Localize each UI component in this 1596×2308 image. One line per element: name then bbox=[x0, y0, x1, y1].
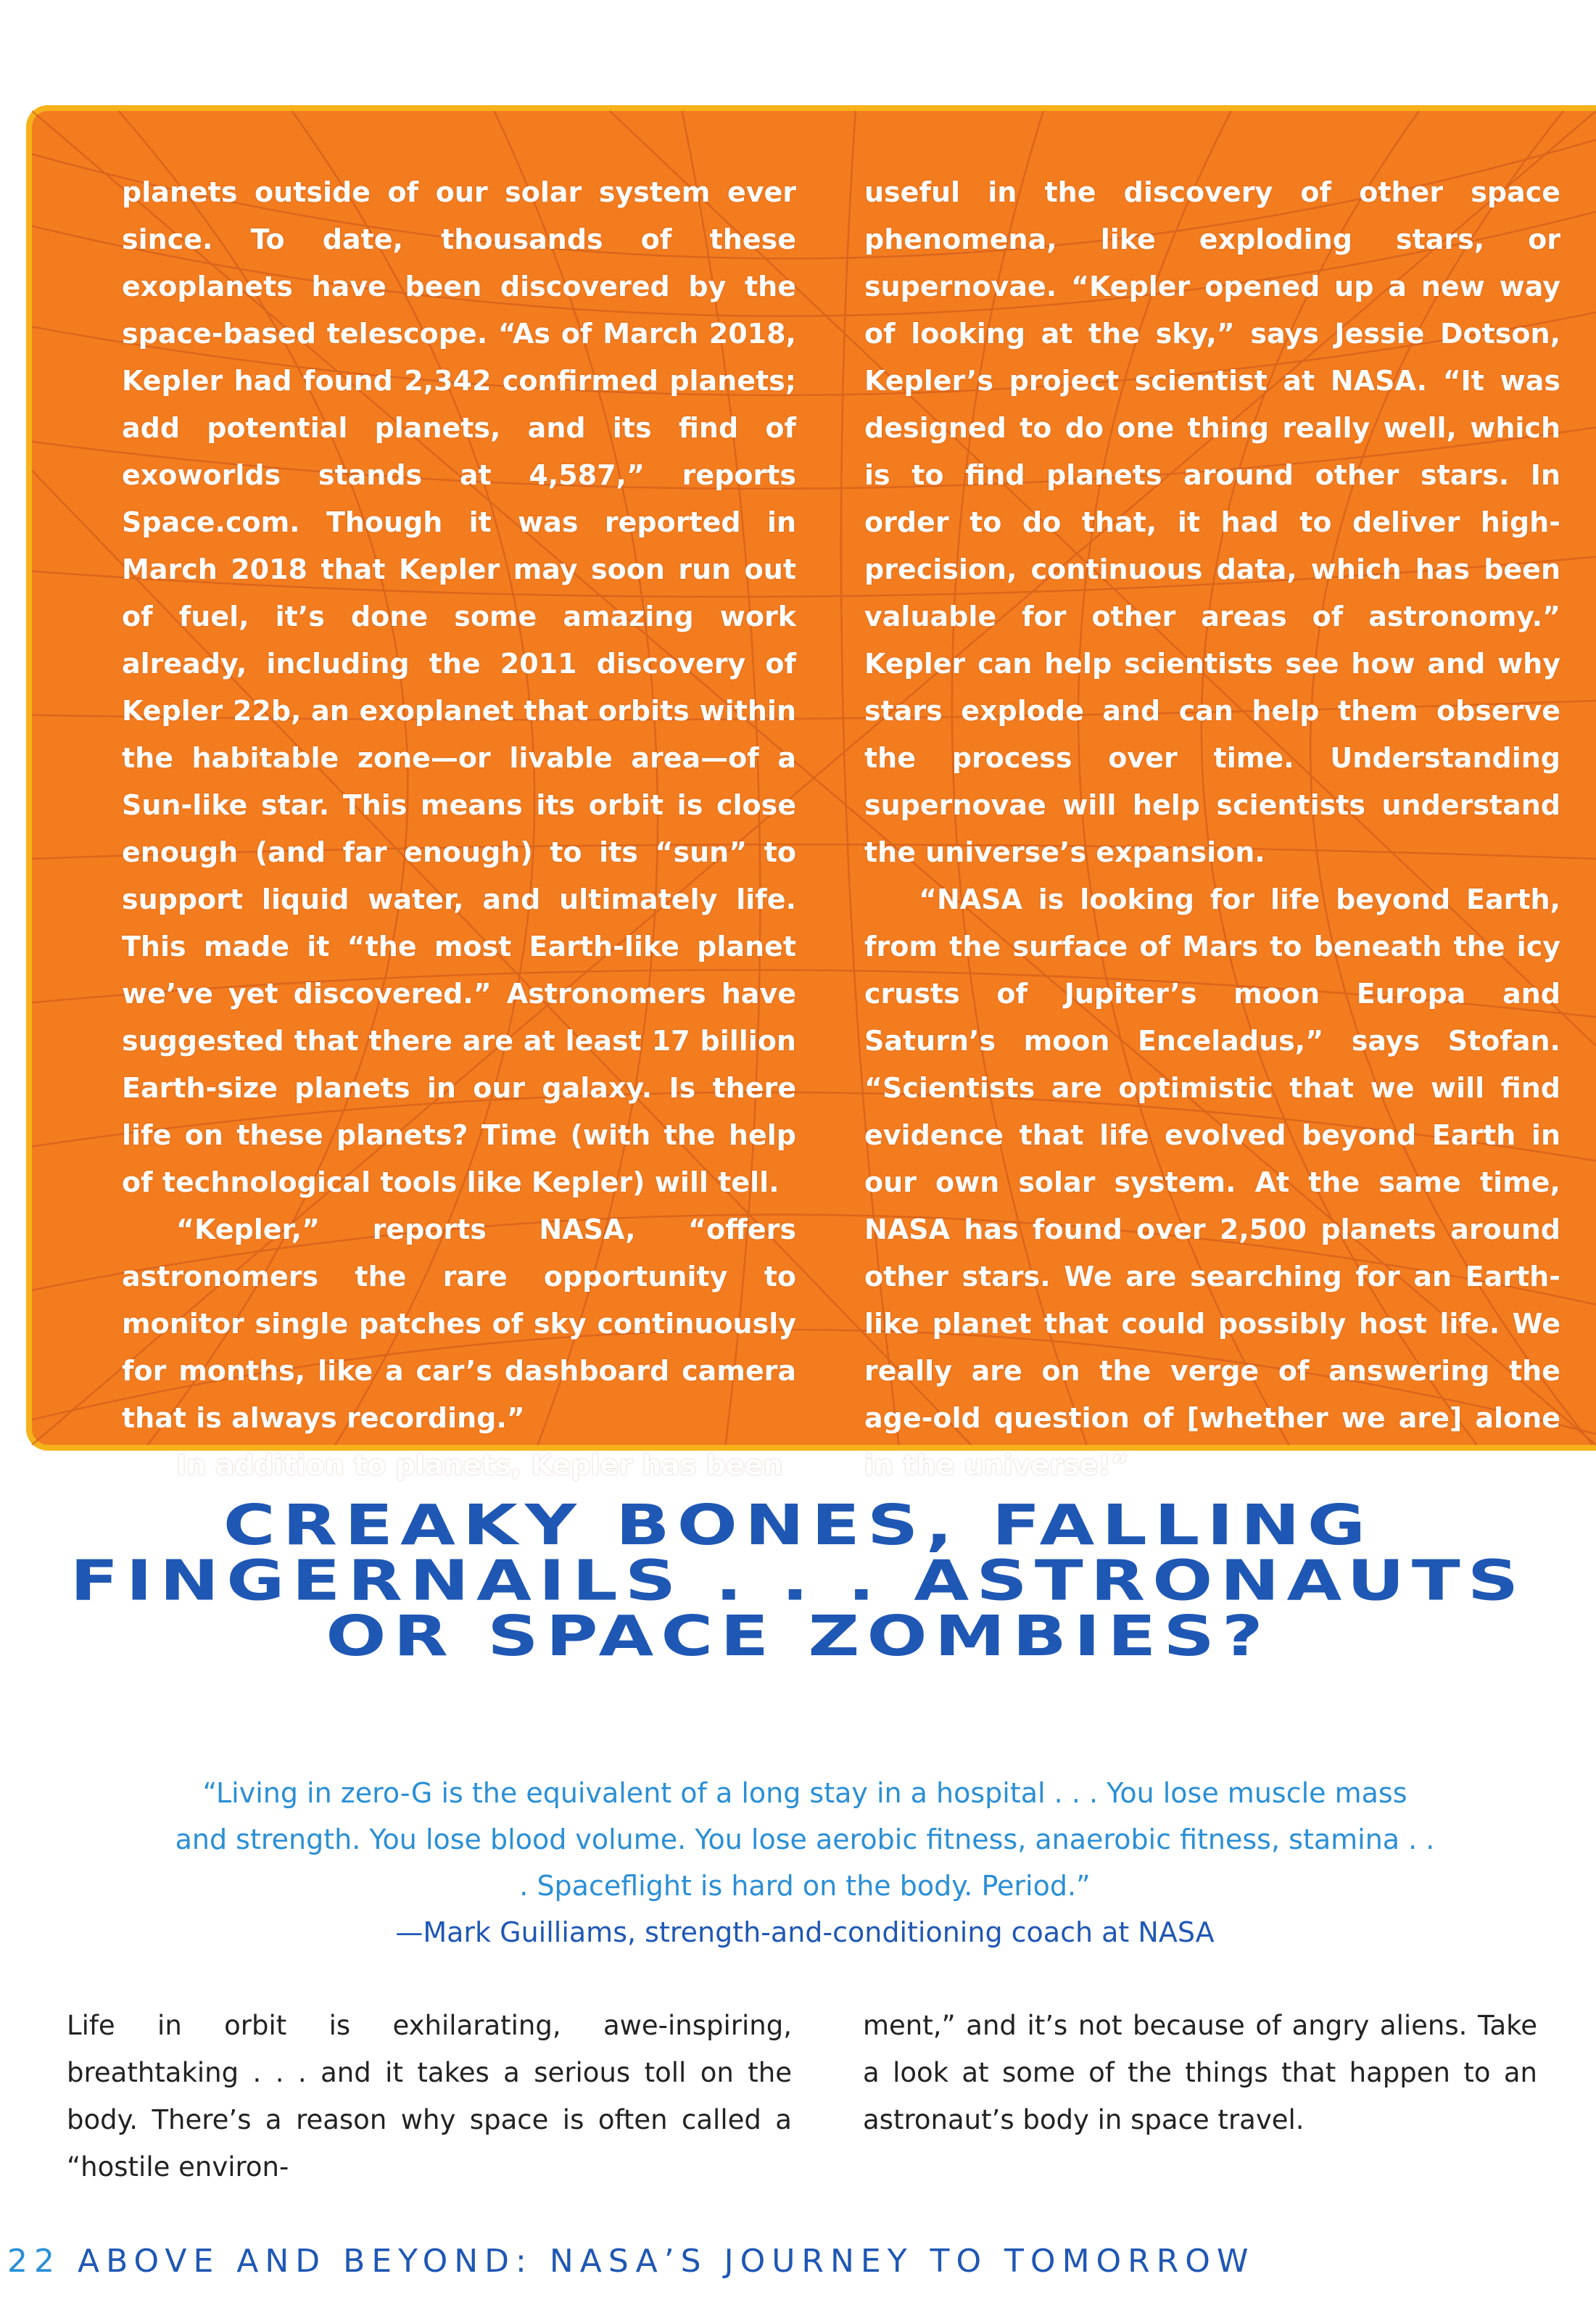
page-footer bbox=[7, 2243, 1254, 2280]
pull-quote bbox=[174, 1770, 1436, 1955]
quote-attribution: —Mark Guilliams, strength-and-conditioning coach at NASA bbox=[395, 1916, 1215, 1948]
body-left-text: Life in orbit is exhilarating, awe-inspiring, breathtaking . . . and it takes a serious toll on the body. There’s a reason why space is often called a “hostile environ- bbox=[67, 2010, 792, 2183]
sidebar-right-paragraph-2: “NASA is looking for life beyond Earth, from the surface of Mars to beneath the icy crusts of Jupiter’s moon Europa and Saturn’s moon Enceladus,” says Stofan. “Scientists are optimistic that we will find evidence that life evolved beyond Earth in our own solar system. At the same time, NASA has found over 2,500 planets around other stars. We are searching for an Earth-like planet that could possibly host life. We really are on the verge of answering the age-old question of [whether we are] alone in the universe!” bbox=[864, 883, 1560, 1481]
headline-line-2: FINGERNAILS . . . ASTRONAUTS bbox=[70, 1549, 1526, 1614]
body-right-text: ment,” and it’s not because of angry aliens. Take a look at some of the things that happen to an astronaut’s body in space travel. bbox=[863, 2010, 1537, 2135]
body-left-column bbox=[67, 2002, 792, 2190]
sidebar-right-column bbox=[864, 169, 1560, 1489]
body-right-column bbox=[863, 2002, 1537, 2143]
sidebar-left-column bbox=[122, 169, 796, 1489]
sidebar-left-paragraph-3: In addition to planets, Kepler has been bbox=[176, 1449, 783, 1481]
headline-line-3: OR SPACE ZOMBIES? bbox=[326, 1604, 1270, 1669]
sidebar-left-paragraph-2: “Kepler,” reports NASA, “offers astronomers the rare opportunity to monitor single patches of sky continuously for months, like a car’s dashboard camera that is always recording.” bbox=[122, 1213, 796, 1434]
sidebar-box bbox=[26, 105, 1596, 1481]
page-number: 22 bbox=[7, 2243, 61, 2280]
book-title: ABOVE AND BEYOND: NASA’S JOURNEY TO TOMORROW bbox=[78, 2243, 1255, 2280]
sidebar-right-paragraph-1: useful in the discovery of other space phenomena, like exploding stars, or supernovae. “Kepler opened up a new way of looking at the sky,” says Jessie Dotson, Kepler’s project scientist at NASA. “It was designed to do one thing really well, which is to find planets around other stars. In order to do that, it had to deliver high-precision, continuous data, which has been valuable for other areas of astronomy.” Kepler can help scientists see how and why stars explode and can help them observe the process over time. Understanding supernovae will help scientists understand the universe’s expansion. bbox=[864, 176, 1560, 868]
quote-text: “Living in zero-G is the equivalent of a long stay in a hospital . . . You lose muscle mass and strength. You lose blood volume. You lose aerobic fitness, anaerobic fitness, stamina . . . Spaceflight is hard on the body. Period.” bbox=[175, 1777, 1435, 1902]
section-headline bbox=[0, 1493, 1596, 1669]
headline-line-1: CREAKY BONES, FALLING bbox=[223, 1493, 1373, 1558]
sidebar-left-paragraph-1: planets outside of our solar system ever since. To date, thousands of these exoplanets have been discovered by the space-based telescope. “As of March 2018, Kepler had found 2,342 confirmed planets; add potential planets, and its find of exoworlds stands at 4,587,” reports Space.com. Though it was reported in March 2018 that Kepler may soon run out of fuel, it’s done some amazing work already, including the 2011 discovery of Kepler 22b, an exoplanet that orbits within the habitable zone—or livable area—of a Sun-like star. This means its orbit is close enough (and far enough) to its “sun” to support liquid water, and ultimately life. This made it “the most Earth-like planet we’ve yet discovered.” Astronomers have suggested that there are at least 17 billion Earth-size planets in our galaxy. Is there life on these planets? Time (with the help of technological tools like Kepler) will tell. bbox=[122, 176, 796, 1198]
